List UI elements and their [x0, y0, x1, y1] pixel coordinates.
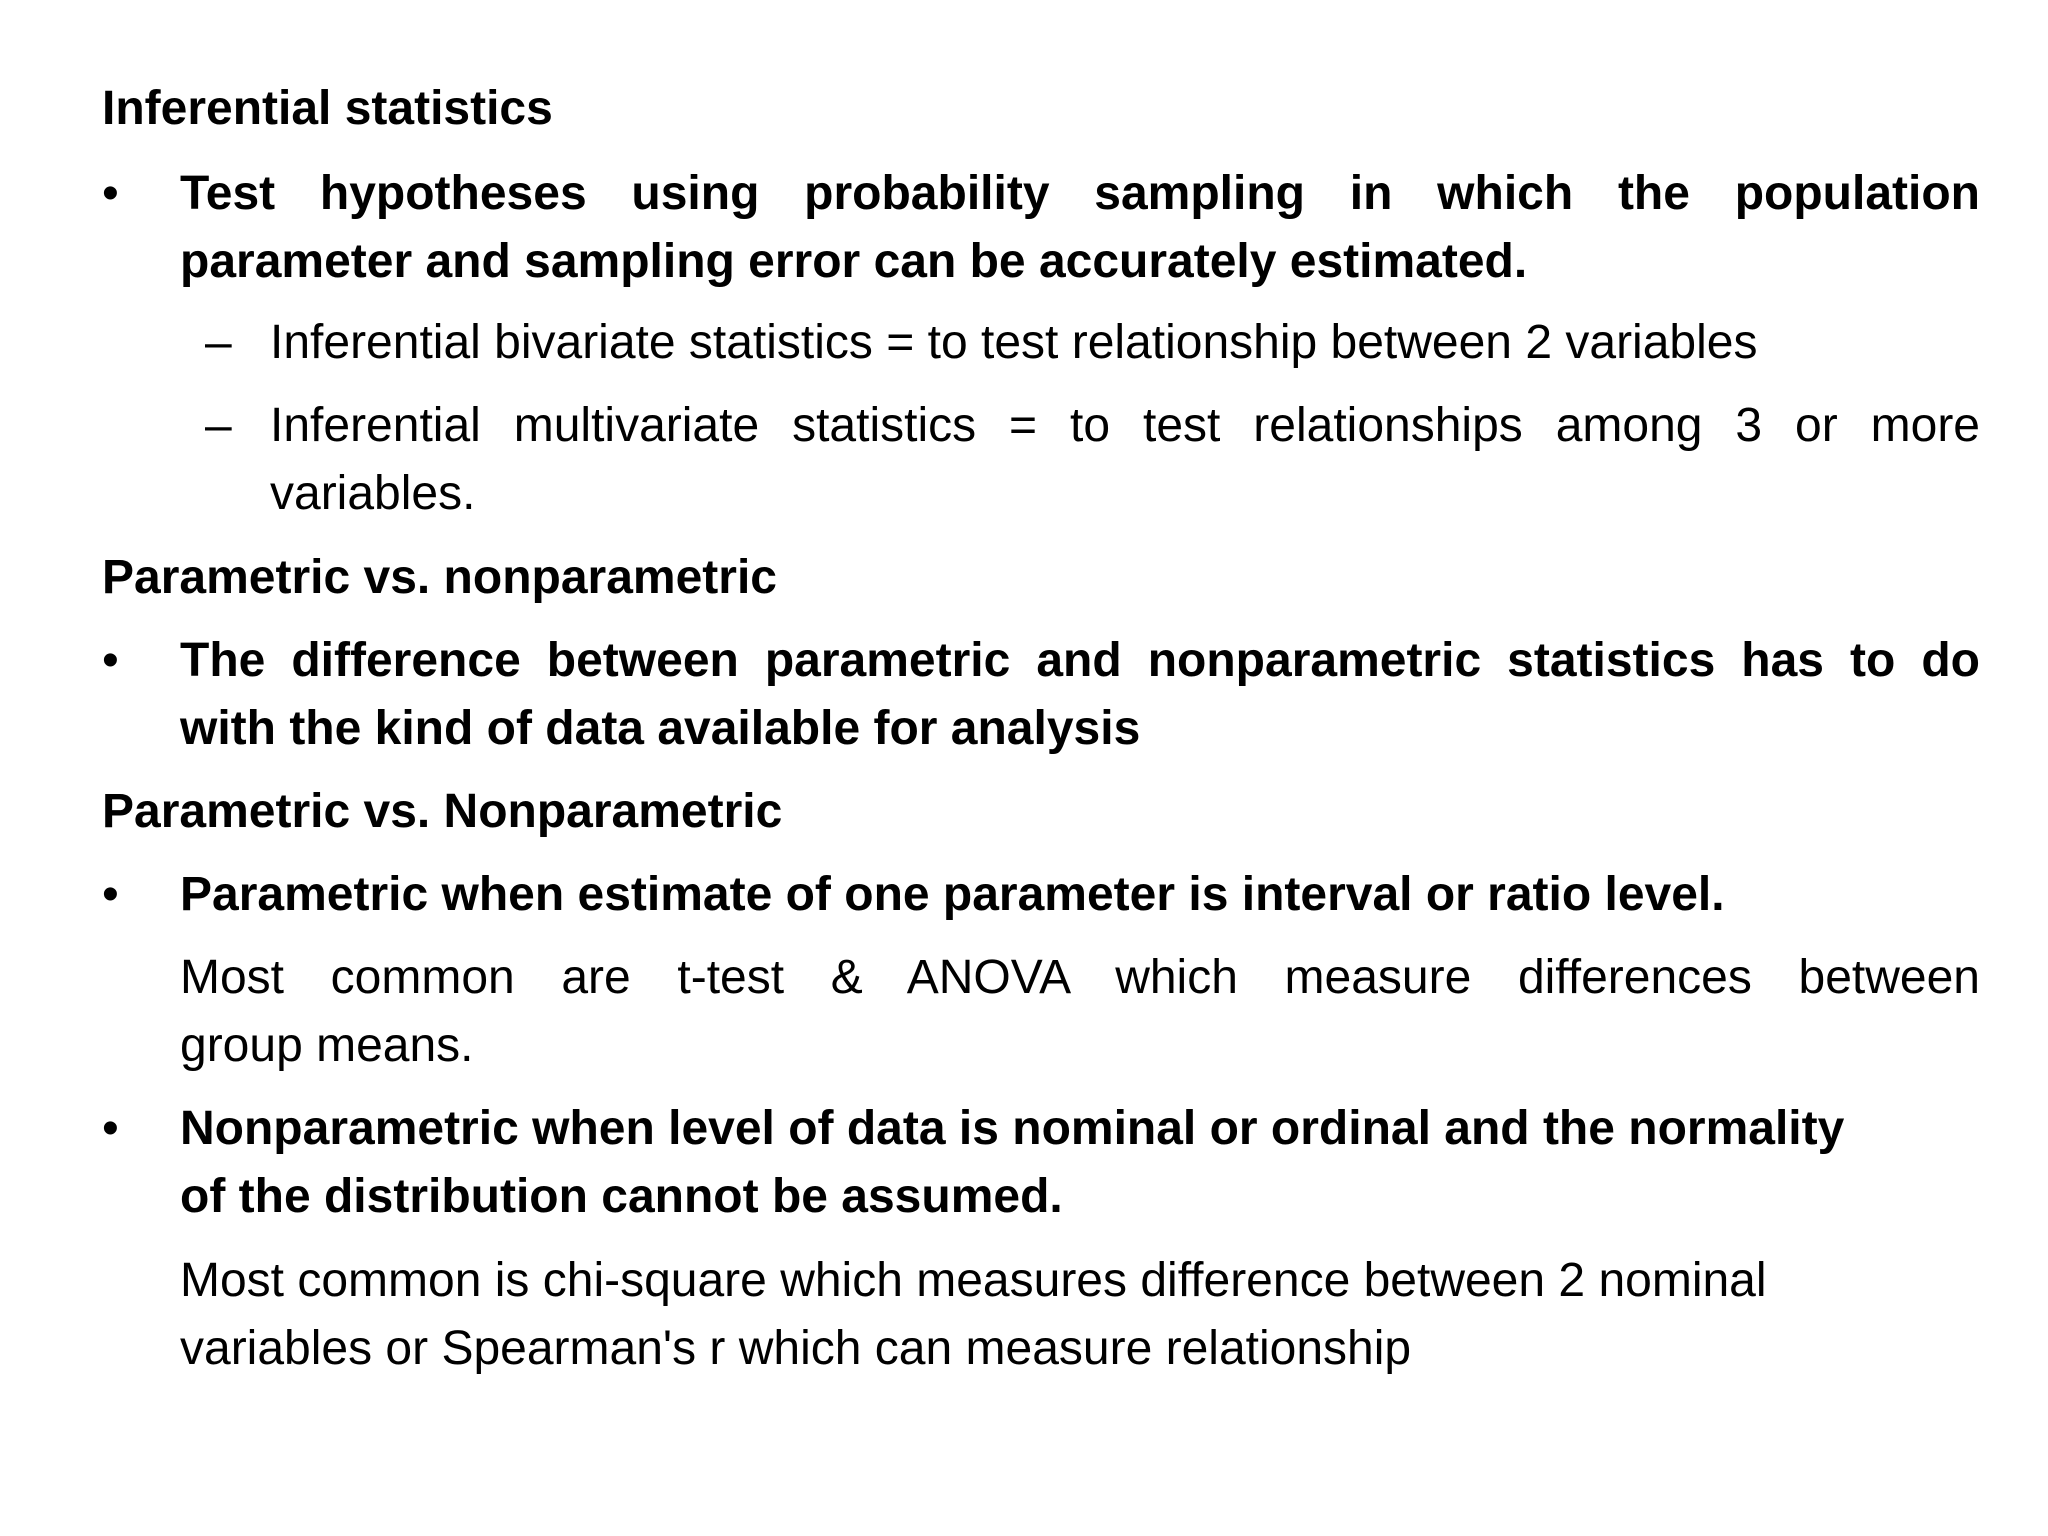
sub-bivariate: Inferential bivariate statistics = to test relationship between 2 variables	[270, 316, 1758, 369]
note-nonparametric-line2: variables or Spearman's r which can measure relationship	[180, 1322, 1412, 1375]
dash-icon: –	[205, 399, 232, 452]
note-parametric-line2: group means.	[180, 1019, 474, 1072]
bullet-nonparametric-line2: of the distribution cannot be assumed.	[180, 1170, 1063, 1223]
heading-inferential-statistics: Inferential statistics	[102, 82, 553, 135]
bullet-difference-line2: with the kind of data available for analysis	[180, 702, 1141, 755]
bullet-icon: •	[102, 634, 119, 687]
heading-parametric-vs-nonparametric-2: Parametric vs. Nonparametric	[102, 785, 783, 838]
sub-multivariate-line2: variables.	[270, 467, 476, 520]
bullet-icon: •	[102, 167, 119, 220]
bullet-parametric: Parametric when estimate of one parameter is interval or ratio level.	[180, 868, 1725, 921]
bullet-icon: •	[102, 1102, 119, 1155]
note-nonparametric-line1: Most common is chi-square which measures difference between 2 nominal	[180, 1254, 1767, 1307]
bullet-test-hypotheses-line2: parameter and sampling error can be accurately estimated.	[180, 235, 1528, 288]
bullet-difference-line1: The difference between parametric and nonparametric statistics has to do	[180, 634, 1980, 687]
note-parametric-line1: Most common are t-test & ANOVA which measure differences between	[180, 951, 1980, 1004]
bullet-nonparametric-line1: Nonparametric when level of data is nominal or ordinal and the normality	[180, 1102, 1845, 1155]
dash-icon: –	[205, 316, 232, 369]
sub-multivariate-line1: Inferential multivariate statistics = to test relationships among 3 or more	[270, 399, 1980, 452]
bullet-test-hypotheses-line1: Test hypotheses using probability sampling in which the population	[180, 167, 1980, 220]
heading-parametric-vs-nonparametric: Parametric vs. nonparametric	[102, 551, 777, 604]
bullet-icon: •	[102, 868, 119, 921]
